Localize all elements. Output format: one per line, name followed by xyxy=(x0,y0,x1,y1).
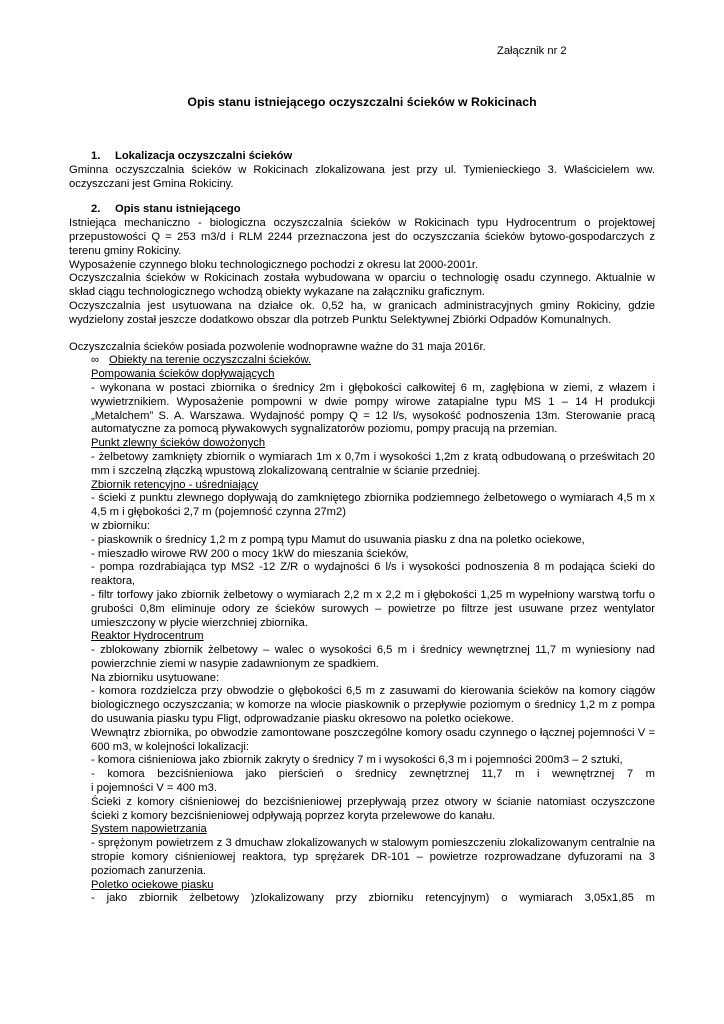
drain-point-text: - żelbetowy zamknięty zbiornik o wymiarach 1m x 0,7m i wysokości 1,2m z kratą odbudowaną o prześwitach 20 mm i szczelną złączką wpustową zlokalizowaną centralnie w ścianie przedniej. xyxy=(91,450,655,477)
section-1-number: 1. xyxy=(91,150,101,162)
page-title: Opis stanu istniejącego oczyszczalni ścieków w Rokicinach xyxy=(187,95,537,109)
retention-item: - filtr torfowy jako zbiornik żelbetowy o wymiarach 2,2 m x 2,2 m i głębokości 1,25 m wypełniony warstwą torfu o grubości 0,8m eliminuje odory ze ścieków surowych – powietrze po filtrze jest usuwane przez wentylator umieszczony w płycie wierzchniej zbiornika. xyxy=(91,588,655,629)
reactor-flow: Ścieki z komory ciśnieniowej do bezciśnieniowej przepływają przez otwory w ścianie natomiast oczyszczone ścieki z komory bezciśnieniowej odpływają poprzez koryta przelewowe do kanału. xyxy=(91,795,655,822)
section-2-paragraph-2: Wyposażenie czynnego bloku technologicznego pochodzi z okresu lat 2000-2001r. xyxy=(69,258,479,271)
objects-list xyxy=(69,354,655,906)
drip-bed-text: - jako zbiornik żelbetowy )zlokalizowany przy zbiorniku retencyjnym) o wymiarach 3,05x1,85 m xyxy=(91,892,655,905)
aeration-text: - sprężonym powietrzem z 3 dmuchaw zlokalizowanych w stalowym pomieszczeniu zlokalizowanym centralnie na stropie komory ciśnieniowej reaktora, typ sprężarek DR-101 – powietrze rozprowadzane dyfuzorami na 3 poziomach zanurzenia. xyxy=(91,837,655,877)
section-2-paragraph-4: Oczyszczalnia jest usytuowana na działce ok. 0,52 ha, w granicach administracyjnych gminy Rokiciny, gdzie wydzielony został jeszcze dodatkowo obszar dla potrzeb Punktu Selektywnej Zbiórki Odpadów Komunalnych. xyxy=(69,299,655,326)
section-2-title: Opis stanu istniejącego xyxy=(115,203,241,216)
section-2-heading xyxy=(91,203,655,217)
pumping-text: - wykonana w postaci zbiornika o średnicy 2m i głębokości całkowitej 6 m, zagłębiona w ziemi, z włazem i wywietrznikiem. Wyposażenie pompowni w dwie pompy wirowe zatapialne typu MS 1 – 14 H produkcji „Metalchem” S. A. Warszawa. Wydajność pompy Q = 12 l/s, wysokość podnoszenia 13m. Sterowanie pracą automatyczne za pomocą pływakowych sygnalizatorów poziomu, pompy pracują na przemian. xyxy=(91,381,655,436)
retention-item: - pompa rozdrabiająca typ MS2 -12 Z/R o wydajności 6 l/s i wysokości podnoszenia 8 m podająca ścieki do reaktora, xyxy=(91,561,655,588)
reactor-text: - zblokowany zbiornik żelbetowy – walec o wysokości 6,5 m i średnicy wewnętrznej 11,7 m wyniesiony nad powierzchnie ziemi w nasypie zadawnionym ze spadkiem. xyxy=(91,644,655,670)
objects-heading xyxy=(91,354,655,368)
drip-bed-heading: Poletko ociekowe piasku xyxy=(91,878,214,891)
drain-point-heading: Punkt zlewny ścieków dowożonych xyxy=(91,437,266,450)
retention-text: - ścieki z punktu zlewnego dopływają do zamkniętego zbiornika podziemnego żelbetowego o wymiarach 4,5 m x 4,5 m i głębokości 2,7 m (pojemność czynna 27m2) xyxy=(91,492,655,519)
pumping-heading: Pompowania ścieków dopływających xyxy=(91,368,275,381)
reactor-nonpressure-chamber-line-2: i pojemności V = 400 m3. xyxy=(91,782,217,795)
document-body xyxy=(69,150,655,906)
infinity-bullet-icon: ∞ xyxy=(91,354,99,367)
retention-item: - mieszadło wirowe RW 200 o mocy 1kW do mieszania ścieków, xyxy=(91,547,409,560)
section-2-paragraph-3: Oczyszczalnia ścieków w Rokicinach została wybudowana w oparciu o technologię osadu czynnego. Aktualnie w skład ciągu technologicznego wchodzą obiekty wykazane na załączniku graficznym. xyxy=(69,272,655,299)
section-2-number: 2. xyxy=(91,203,101,216)
section-1-heading xyxy=(91,150,655,164)
reactor-inside: Wewnątrz zbiornika, po obwodzie zamontowane poszczególne komory osadu czynnego o łącznej pojemności V = 600 m3, w kolejności lokalizacji: xyxy=(91,726,655,753)
section-1-text: Gminna oczyszczalnia ścieków w Rokicinach zlokalizowana jest przy ul. Tymienieckiego 3. Właścicielem ww. oczyszczani jest Gmina Rokiciny. xyxy=(69,163,655,190)
reactor-on-tank: Na zbiorniku usytuowane: xyxy=(91,671,220,684)
reactor-nonpressure-chamber-line-1: - komora bezciśnieniowa jako pierścień o średnicy zewnętrznej 11,7 m i wewnętrznej 7 m xyxy=(91,768,655,781)
section-2-paragraph-1: Istniejąca mechaniczno - biologiczna oczyszczalnia ścieków w Rokicinach typu Hydrocentrum o projektowej przepustowości Q = 253 m3/d i RLM 2244 przeznaczona jest do oczyszczania ścieków bytowo-gospodarczych z terenu gminy Rokiciny. xyxy=(69,217,655,257)
reactor-pressure-chamber: - komora ciśnieniowa jako zbiornik zakryty o średnicy 7 m i wysokości 6,3 m i pojemności 200m3 – 2 sztuki, xyxy=(91,754,623,767)
reactor-chamber: - komora rozdzielcza przy obwodzie o głębokości 6,5 m z zasuwami do kierowania ścieków na komory ciągów biologicznego oczyszczania; w komorze na wlocie piaskownik o przepływie poziomym o średnicy 1,2 m z pompa do usuwania piasku typu Fligt, odprowadzanie piasku okresowo na poletko ociekowe. xyxy=(91,685,655,726)
retention-item: - piaskownik o średnicy 1,2 m z pompą typu Mamut do usuwania piasku z dna na poletko ociekowe, xyxy=(91,533,585,546)
section-2-paragraph-5: Oczyszczalnia ścieków posiada pozwolenie wodnoprawne ważne do 31 maja 2016r. xyxy=(69,340,486,353)
retention-heading: Zbiornik retencyjno - uśredniający xyxy=(91,478,259,491)
annex-label: Załącznik nr 2 xyxy=(497,45,567,57)
aeration-heading: System napowietrzania xyxy=(91,823,207,836)
objects-heading-text: Obiekty na terenie oczyszczalni ścieków. xyxy=(109,354,312,367)
reactor-heading: Reaktor Hydrocentrum xyxy=(91,630,204,643)
section-1-title: Lokalizacja oczyszczalni ścieków xyxy=(115,150,293,162)
retention-in-tank: w zbiorniku: xyxy=(91,519,151,532)
